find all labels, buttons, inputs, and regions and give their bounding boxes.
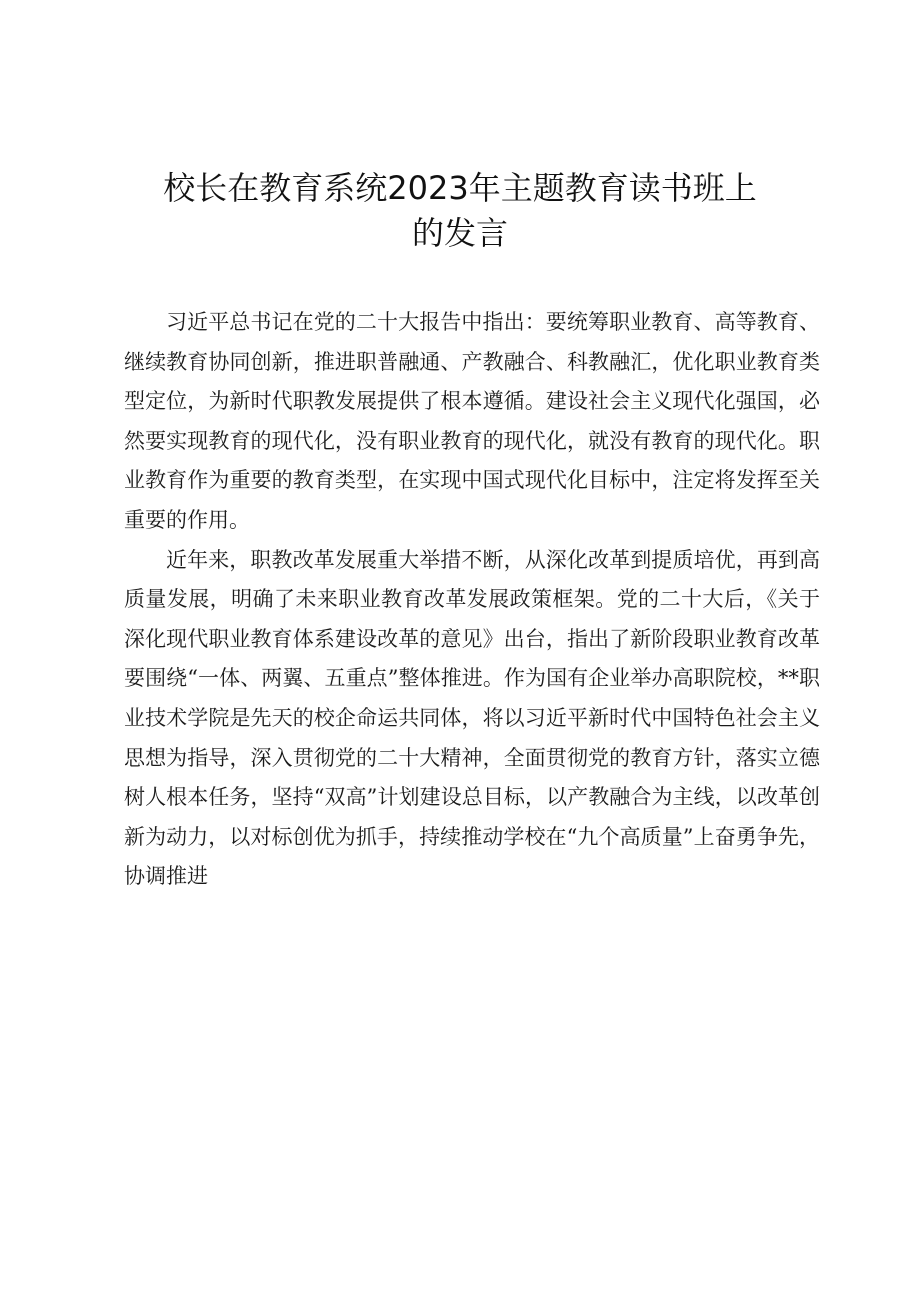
title-line-2: 的发言: [411, 214, 508, 252]
paragraph-1: 习近平总书记在党的二十大报告中指出：要统筹职业教育、高等教育、继续教育协同创新，推进职普融通、产教融合、科教融汇，优化职业教育类型定位，为新时代职教发展提供了根本遵循。建设社会主义现代化强国，必然要实现教育的现代化，没有职业教育的现代化，就没有教育的现代化。职业教育作为重要的教育类型，在实现中国式现代化目标中，注定将发挥至关重要的作用。: [124, 310, 820, 532]
paragraph-2: 近年来，职教改革发展重大举措不断，从深化改革到提质培优，再到高质量发展，明确了未来职业教育改革发展政策框架。党的二十大后，《关于深化现代职业教育体系建设改革的意见》出台，指出了新阶段职业教育改革要围绕“一体、两翼、五重点”整体推进。作为国有企业举办高职院校，**职业技术学院是先天的校企命运共同体，将以习近平新时代中国特色社会主义思想为指导，深入贯彻党的二十大精神，全面贯彻党的教育方针，落实立德树人根本任务，坚持“双高”计划建设总目标，以产教融合为主线，以改革创新为动力，以对标创优为抓手，持续推动学校在“九个高质量”上奋勇争先，协调推进: [124, 547, 820, 889]
document-body: [124, 303, 820, 897]
title-line-1: 校长在教育系统2023年主题教育读书班上: [163, 169, 757, 207]
page-title: [100, 166, 820, 256]
